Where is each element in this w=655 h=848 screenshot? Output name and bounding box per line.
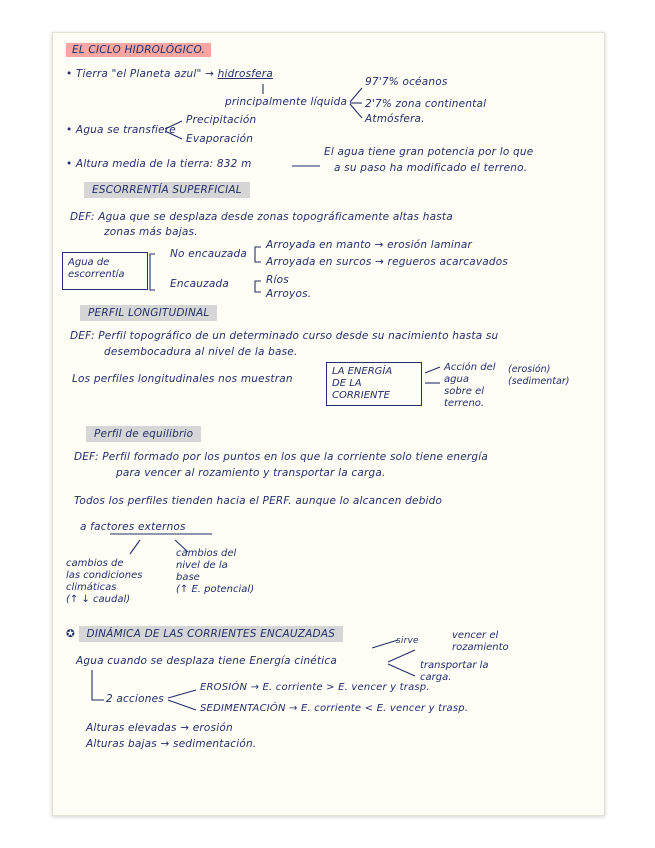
precipitacion-text: Precipitación (186, 114, 257, 126)
def2-line-b: desembocadura al nivel de la base. (104, 346, 298, 358)
def2-line-a: DEF: Perfil topográfico de un determinado curso desde su nacimiento hasta su (70, 330, 499, 342)
tierra-line: • Tierra "el Planeta azul" → hidrosfera (66, 68, 273, 80)
atmosfera-text: Atmósfera. (365, 113, 425, 125)
hidrosfera-text: hidrosfera (217, 68, 273, 80)
potencia-text: El agua tiene gran potencia por lo que (324, 146, 534, 158)
rios-text: Ríos (266, 274, 289, 286)
def3-line-b: para vencer al rozamiento y transportar la carga. (116, 467, 386, 479)
arroyos-text: Arroyos. (266, 288, 312, 300)
agua-transfiere-text: • Agua se transfiere (66, 124, 176, 136)
cambios-clima-text: cambios de las condiciones climáticas (↑ ↓ caudal) (66, 558, 143, 605)
equilibrio-highlight: Perfil de equilibrio (86, 426, 201, 442)
alturas-bajas-text: Alturas bajas → sedimentación. (86, 738, 257, 750)
tierra-text: • Tierra "el Planeta azul" (66, 68, 202, 80)
page-title (66, 44, 211, 56)
dos-acciones-text: 2 acciones (106, 693, 164, 705)
no-encauzada-text: No encauzada (170, 248, 248, 260)
erosion-line-text: EROSIÓN → E. corriente > E. vencer y trasp. (200, 682, 430, 693)
alturas-elevadas-text: Alturas elevadas → erosión (86, 722, 233, 734)
vencer-rozamiento-text: vencer el rozamiento (452, 630, 509, 653)
accion-agua-text: Acción del agua sobre el terreno. (444, 362, 496, 409)
arroyada-manto-text: Arroyada en manto → erosión laminar (266, 239, 473, 251)
dinamica-heading (66, 628, 343, 640)
dinamica-highlight: DINÁMICA DE LAS CORRIENTES ENCAUZADAS (79, 626, 344, 642)
erosion-sedimentar-text: (erosión) (sedimentar) (508, 364, 570, 387)
perfil-equilibrio-heading (86, 428, 201, 440)
escorrentia-heading (84, 184, 250, 196)
star-bullet-icon: ✪ (66, 628, 75, 640)
encauzada-text: Encauzada (170, 278, 229, 290)
agua-escorrentia-label: Agua de escorrentía (68, 257, 125, 280)
perfiles-muestran-text: Los perfiles longitudinales nos muestran (72, 373, 293, 385)
agua-cuando-text: Agua cuando se desplaza tiene Energía cinética (76, 655, 337, 667)
sedimentacion-line-text: SEDIMENTACIÓN → E. corriente < E. vencer y trasp. (200, 703, 469, 714)
cambios-base-text: cambios del nivel de la base (↑ E. potencial) (176, 548, 255, 595)
terreno-text: a su paso ha modificado el terreno. (334, 162, 528, 174)
energia-corriente-label: LA ENERGÍA DE LA CORRIENTE (332, 366, 393, 401)
def1-line-b: zonas más bajas. (104, 226, 198, 238)
evaporacion-text: Evaporación (186, 133, 254, 145)
arroyada-surcos-text: Arroyada en surcos → regueros acarcavados (266, 256, 509, 268)
factores-externos-text: a factores externos (80, 521, 186, 533)
perfil-longitudinal-heading (80, 307, 217, 319)
def3-line-a: DEF: Perfil formado por los puntos en los que la corriente solo tiene energía (74, 451, 488, 463)
oceanos-text: 97'7% océanos (365, 76, 448, 88)
title-highlight: EL CICLO HIDROLÓGICO. (66, 43, 211, 57)
altura-text: • Altura media de la tierra: 832 m (66, 158, 252, 170)
continental-text: 2'7% zona continental (365, 98, 487, 110)
todos-perfiles-text: Todos los perfiles tienden hacia el PERF. aunque lo alcancen debido (74, 495, 443, 507)
def1-line-a: DEF: Agua que se desplaza desde zonas topográficamente altas hasta (70, 211, 453, 223)
transportar-carga-text: transportar la carga. (420, 660, 489, 683)
liquida-text: principalmente líquida (225, 96, 348, 108)
escorrentia-highlight: ESCORRENTÍA SUPERFICIAL (84, 182, 250, 198)
sirve-text: sirve (396, 636, 419, 646)
perfil-highlight: PERFIL LONGITUDINAL (80, 305, 217, 321)
